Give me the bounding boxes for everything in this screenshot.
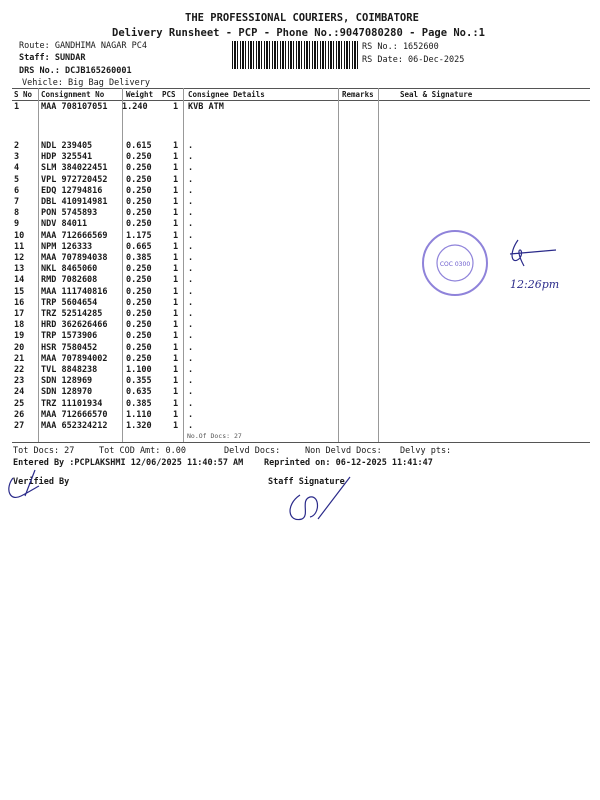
consignment-no: EDQ 12794816 bbox=[41, 185, 103, 196]
delvy-pts: Delvy pts: bbox=[400, 446, 452, 456]
row-sno: 2 bbox=[14, 141, 20, 151]
col-pcs: PCS bbox=[162, 90, 176, 99]
received-time: 12:26pm bbox=[510, 278, 560, 291]
consignee-details: . bbox=[188, 219, 194, 230]
consignment-no: MAA 652324212 bbox=[41, 421, 108, 431]
table-row bbox=[14, 331, 574, 342]
pcs: 1 bbox=[173, 353, 179, 364]
pcs: 1 bbox=[173, 309, 179, 319]
col-seal: Seal & Signature bbox=[400, 90, 473, 99]
row-sno: 16 bbox=[14, 297, 25, 308]
table-row bbox=[14, 163, 574, 174]
table-row bbox=[14, 275, 574, 286]
consignment-no: TRP 1573906 bbox=[41, 331, 98, 342]
consignment-no: SDN 128969 bbox=[41, 376, 93, 387]
weight: 0.250 bbox=[126, 185, 152, 196]
barcode bbox=[232, 41, 358, 69]
consignment-no: MAA 712666569 bbox=[41, 230, 108, 241]
row-sno: 9 bbox=[14, 219, 20, 230]
col-consignment: Consignment No bbox=[41, 90, 105, 99]
consignee-details: . bbox=[188, 342, 194, 353]
consignee-details: . bbox=[188, 331, 194, 342]
consignee-details: . bbox=[188, 208, 194, 219]
route: Route: GANDHIMA NAGAR PC4 bbox=[19, 41, 147, 51]
weight: 0.385 bbox=[126, 398, 152, 409]
weight: 0.250 bbox=[126, 174, 152, 185]
weight: 0.250 bbox=[126, 264, 152, 275]
tot-docs: Tot Docs: 27 bbox=[13, 446, 75, 456]
row-sno: 24 bbox=[14, 387, 25, 398]
weight: 0.250 bbox=[126, 331, 152, 342]
weight: 0.250 bbox=[126, 163, 152, 174]
consignee-details: . bbox=[188, 174, 194, 185]
row-sno: 25 bbox=[14, 398, 25, 409]
row-sno: 6 bbox=[14, 185, 20, 196]
pcs: 1 bbox=[173, 208, 179, 219]
consignment-no: MAA 707894002 bbox=[41, 353, 108, 364]
weight: 0.250 bbox=[126, 275, 152, 286]
staff: Staff: SUNDAR bbox=[19, 53, 86, 63]
weight: 0.665 bbox=[126, 241, 152, 252]
table-row bbox=[14, 264, 574, 275]
non-delvd-docs: Non Delvd Docs: bbox=[305, 446, 382, 456]
vehicle: Vehicle: Big Bag Delivery bbox=[22, 78, 150, 88]
row-sno: 26 bbox=[14, 409, 25, 420]
runsheet-subtitle: Delivery Runsheet - PCP - Phone No.:9047080280 - Page No.:1 bbox=[112, 27, 485, 39]
tot-cod: Tot COD Amt: 0.00 bbox=[99, 446, 186, 456]
pcs: 1 bbox=[173, 219, 179, 230]
consignment-no: HSR 7580452 bbox=[41, 342, 98, 353]
weight: 0.385 bbox=[126, 253, 152, 263]
table-row bbox=[14, 175, 574, 186]
table-row bbox=[14, 219, 574, 230]
row-sno: 3 bbox=[14, 152, 20, 163]
consignee-details: . bbox=[188, 141, 194, 151]
pcs: 1 bbox=[173, 174, 179, 185]
table-row bbox=[14, 287, 574, 298]
weight: 1.240 bbox=[122, 102, 148, 112]
weight: 1.110 bbox=[126, 409, 152, 420]
pcs: 1 bbox=[173, 241, 179, 252]
row-sno: 10 bbox=[14, 230, 25, 241]
weight: 0.355 bbox=[126, 376, 152, 387]
consignment-no: TRZ 52514285 bbox=[41, 309, 103, 319]
pcs: 1 bbox=[173, 141, 179, 151]
consignment-no: NDL 239405 bbox=[41, 141, 93, 151]
weight: 1.175 bbox=[126, 230, 152, 241]
consignee-details: KVB ATM bbox=[188, 102, 224, 112]
table-row bbox=[14, 320, 574, 331]
table-row bbox=[14, 152, 574, 163]
table-row bbox=[14, 253, 574, 264]
consignee-details: . bbox=[188, 185, 194, 196]
no-of-docs: No.Of Docs: 27 bbox=[187, 432, 242, 440]
table-row bbox=[14, 365, 574, 376]
consignment-no: HRD 362626466 bbox=[41, 320, 108, 331]
col-weight: Weight bbox=[126, 90, 154, 99]
staff-signature: Staff Signature bbox=[268, 477, 345, 487]
row-sno: 4 bbox=[14, 163, 20, 174]
table-row bbox=[14, 376, 574, 387]
consignment-no: RMD 7082608 bbox=[41, 275, 98, 286]
weight: 0.250 bbox=[126, 320, 152, 331]
table-row bbox=[14, 208, 574, 219]
weight: 0.250 bbox=[126, 297, 152, 308]
delvd-docs: Delvd Docs: bbox=[224, 446, 281, 456]
row-sno: 1 bbox=[14, 102, 20, 112]
consignment-no: TRZ 11101934 bbox=[41, 398, 103, 409]
consignee-details: . bbox=[188, 353, 194, 364]
weight: 0.250 bbox=[126, 197, 152, 207]
row-sno: 21 bbox=[14, 353, 25, 364]
pcs: 1 bbox=[173, 297, 179, 308]
consignment-no: MAA 712666570 bbox=[41, 409, 108, 420]
consignment-no: DBL 410914981 bbox=[41, 197, 108, 207]
pcs: 1 bbox=[173, 342, 179, 353]
row-sno: 15 bbox=[14, 286, 25, 297]
consignment-no: VPL 972720452 bbox=[41, 174, 108, 185]
consignee-details: . bbox=[188, 365, 194, 375]
consignee-details: . bbox=[188, 253, 194, 263]
row-sno: 5 bbox=[14, 174, 20, 185]
consignee-details: . bbox=[188, 230, 194, 241]
col-remarks: Remarks bbox=[342, 90, 374, 99]
consignment-no: PON 5745893 bbox=[41, 208, 98, 219]
table-row bbox=[14, 421, 574, 432]
pcs: 1 bbox=[173, 421, 179, 431]
consignee-details: . bbox=[188, 421, 194, 431]
pcs: 1 bbox=[173, 253, 179, 263]
pcs: 1 bbox=[173, 230, 179, 241]
consignee-details: . bbox=[188, 286, 194, 297]
consignee-details: . bbox=[188, 297, 194, 308]
table-row bbox=[14, 410, 574, 421]
verified-by: Verified By bbox=[13, 477, 70, 487]
row-sno: 17 bbox=[14, 309, 25, 319]
consignment-no: MAA 708107051 bbox=[41, 102, 108, 112]
row-sno: 11 bbox=[14, 241, 25, 252]
weight: 0.635 bbox=[126, 387, 152, 398]
verified-signature bbox=[5, 468, 45, 508]
receiver-signature bbox=[500, 236, 560, 272]
pcs: 1 bbox=[173, 320, 179, 331]
consignment-no: NPM 126333 bbox=[41, 241, 93, 252]
col-consignee: Consignee Details bbox=[188, 90, 265, 99]
table-row bbox=[14, 242, 574, 253]
weight: 0.250 bbox=[126, 219, 152, 230]
consignment-no: NKL 8465060 bbox=[41, 264, 98, 275]
consignee-details: . bbox=[188, 387, 194, 398]
consignee-details: . bbox=[188, 163, 194, 174]
table-row bbox=[14, 354, 574, 365]
pcs: 1 bbox=[173, 163, 179, 174]
row-sno: 18 bbox=[14, 320, 25, 331]
table-row bbox=[14, 343, 574, 354]
drs-number: DRS No.: DCJB165260001 bbox=[19, 66, 132, 76]
pcs: 1 bbox=[173, 197, 179, 207]
weight: 1.320 bbox=[126, 421, 152, 431]
pcs: 1 bbox=[173, 331, 179, 342]
consignment-no: SLM 384022451 bbox=[41, 163, 108, 174]
consignment-no: HDP 325541 bbox=[41, 152, 93, 163]
table-row bbox=[14, 197, 574, 208]
row-sno: 19 bbox=[14, 331, 25, 342]
row-sno: 20 bbox=[14, 342, 25, 353]
consignee-details: . bbox=[188, 264, 194, 275]
consignee-details: . bbox=[188, 152, 194, 163]
pcs: 1 bbox=[173, 102, 179, 112]
weight: 0.250 bbox=[126, 286, 152, 297]
weight: 0.250 bbox=[126, 208, 152, 219]
col-sno: S No bbox=[14, 90, 33, 99]
table-row bbox=[14, 141, 574, 152]
table-row bbox=[14, 231, 574, 242]
weight: 1.100 bbox=[126, 365, 152, 375]
consignment-no: MAA 707894038 bbox=[41, 253, 108, 263]
row-sno: 12 bbox=[14, 253, 25, 263]
consignment-no: MAA 111740816 bbox=[41, 286, 108, 297]
table-row bbox=[14, 399, 574, 410]
weight: 0.250 bbox=[126, 152, 152, 163]
staff-signature-mark bbox=[280, 475, 360, 525]
consignee-details: . bbox=[188, 409, 194, 420]
row-sno: 13 bbox=[14, 264, 25, 275]
pcs: 1 bbox=[173, 152, 179, 163]
rs-number: RS No.: 1652600 bbox=[362, 42, 439, 52]
row-sno: 8 bbox=[14, 208, 20, 219]
consignment-no: NDV 84011 bbox=[41, 219, 88, 230]
pcs: 1 bbox=[173, 387, 179, 398]
entered-by: Entered By :PCPLAKSHMI 12/06/2025 11:40:57 AM bbox=[13, 458, 244, 468]
table-row bbox=[14, 309, 574, 320]
table-row bbox=[14, 298, 574, 309]
consignee-details: . bbox=[188, 197, 194, 207]
consignee-details: . bbox=[188, 320, 194, 331]
pcs: 1 bbox=[173, 376, 179, 387]
consignee-details: . bbox=[188, 309, 194, 319]
row-sno: 27 bbox=[14, 421, 25, 431]
pcs: 1 bbox=[173, 286, 179, 297]
pcs: 1 bbox=[173, 275, 179, 286]
pcs: 1 bbox=[173, 409, 179, 420]
reprinted-on: Reprinted on: 06-12-2025 11:41:47 bbox=[264, 458, 433, 468]
pcs: 1 bbox=[173, 264, 179, 275]
consignment-no: TVL 8848238 bbox=[41, 365, 98, 375]
table-row bbox=[14, 387, 574, 398]
consignee-details: . bbox=[188, 398, 194, 409]
row-sno: 14 bbox=[14, 275, 25, 286]
row-sno: 22 bbox=[14, 365, 25, 375]
svg-text:COC 0300: COC 0300 bbox=[439, 261, 471, 268]
consignment-no: TRP 5604654 bbox=[41, 297, 98, 308]
consignee-details: . bbox=[188, 376, 194, 387]
table-row bbox=[14, 102, 574, 113]
pcs: 1 bbox=[173, 185, 179, 196]
pcs: 1 bbox=[173, 365, 179, 375]
pcs: 1 bbox=[173, 398, 179, 409]
weight: 0.250 bbox=[126, 342, 152, 353]
row-sno: 23 bbox=[14, 376, 25, 387]
row-sno: 7 bbox=[14, 197, 20, 207]
consignment-no: SDN 128970 bbox=[41, 387, 93, 398]
weight: 0.250 bbox=[126, 309, 152, 319]
company-title: THE PROFESSIONAL COURIERS, COIMBATORE bbox=[185, 12, 419, 24]
rs-date: RS Date: 06-Dec-2025 bbox=[362, 55, 465, 65]
weight: 0.615 bbox=[126, 141, 152, 151]
consignee-details: . bbox=[188, 241, 194, 252]
weight: 0.250 bbox=[126, 353, 152, 364]
bank-seal-stamp bbox=[420, 228, 490, 298]
consignee-details: . bbox=[188, 275, 194, 286]
table-row bbox=[14, 186, 574, 197]
table-header bbox=[14, 90, 594, 101]
